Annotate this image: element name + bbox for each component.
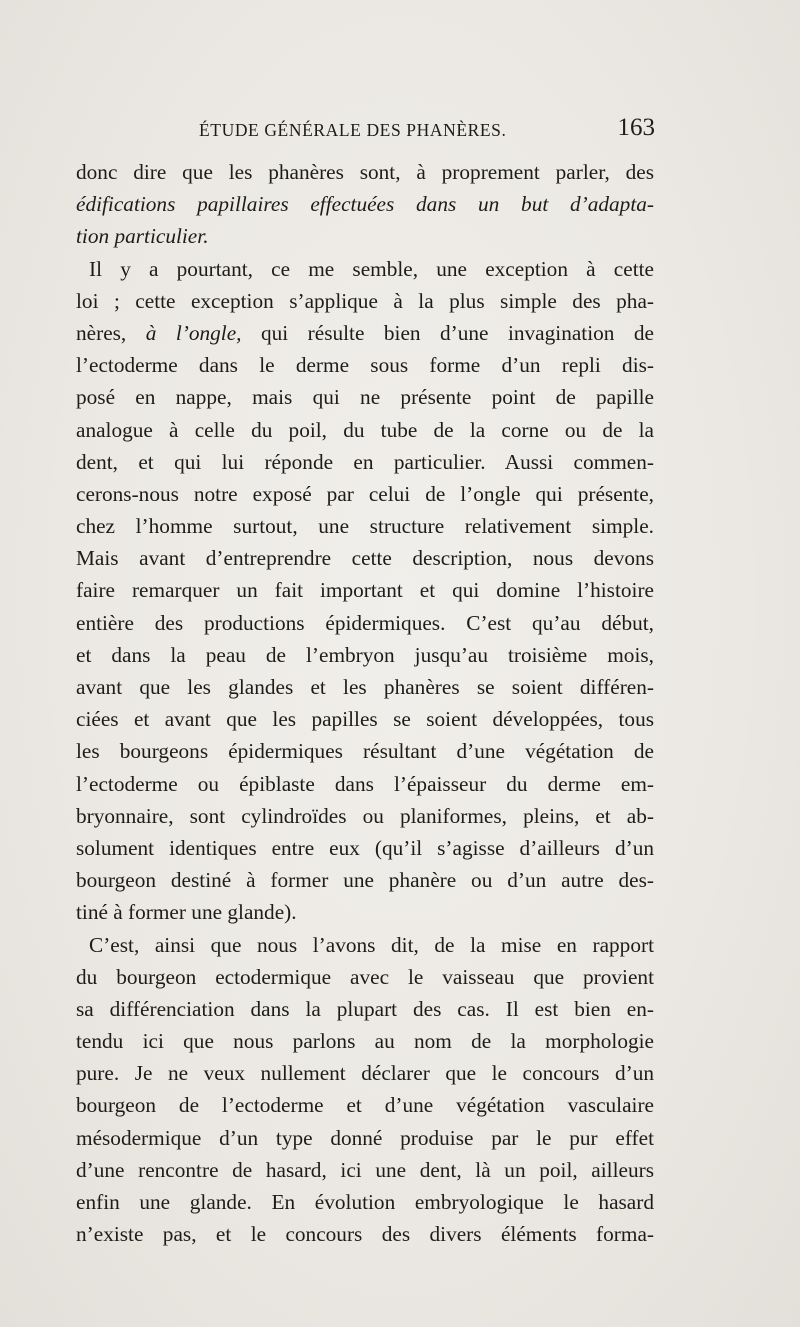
text-line: tiné à former une glande). [76,900,297,925]
text-line: donc dire que les phanères sont, à proprement parler, des [76,160,654,184]
page-number: 163 [617,114,655,141]
text-line: faire remarquer un fait important et qui domine l’histoire [76,578,654,603]
text-line: bourgeon de l’ectoderme et d’une végétation vasculaire [76,1093,654,1118]
text-line: édifications papillaires effectuées dans un but d’adapta- [76,192,654,217]
running-title: ÉTUDE GÉNÉRALE DES PHANÈRES. [199,120,507,140]
text-fragment: qui résulte bien d’une invagination de [241,320,654,345]
text-line: les bourgeons épidermiques résultant d’une végétation de [76,739,654,764]
text-line: analogue à celle du poil, du tube de la corne ou de la [76,417,654,442]
text-line: et dans la peau de l’embryon jusqu’au troisième mois, [76,642,654,667]
text-line: entière des productions épidermiques. C’est qu’au début, [76,610,654,635]
text-line: avant que les glandes et les phanères se soient différen- [76,675,654,699]
text-fragment: nères, [76,320,146,345]
text-line: solument identiques entre eux (qu’il s’agisse d’ailleurs d’un [76,835,654,860]
text-line: l’ectoderme ou épiblaste dans l’épaisseur du derme em- [76,771,654,796]
text-line: cerons-nous notre exposé par celui de l’ongle qui présente, [76,481,654,506]
text-line: mésodermique d’un type donné produise par le pur effet [76,1125,654,1150]
text-line: posé en nappe, mais qui ne présente point de papille [76,385,654,410]
page-header [75,114,655,148]
text-line: dent, et qui lui réponde en particulier. Aussi commen- [76,449,654,474]
text-line: enfin une glande. En évolution embryologique le hasard [76,1190,654,1214]
text-line: tion particulier. [76,224,209,249]
text-line: n’existe pas, et le concours des divers éléments forma- [76,1222,654,1247]
text-line: sa différenciation dans la plupart des cas. Il est bien en- [76,996,654,1021]
body-text [76,156,654,1250]
text-line: pure. Je ne veux nullement déclarer que le concours d’un [76,1061,654,1086]
paragraph-start-line: C’est, ainsi que nous l’avons dit, de la mise en rapport [89,932,654,957]
text-line: Mais avant d’entreprendre cette description, nous devons [76,546,654,571]
text-line: chez l’homme surtout, une structure relativement simple. [76,514,654,539]
text-line: bryonnaire, sont cylindroïdes ou planiformes, pleins, et ab- [76,803,654,828]
text-line: ciées et avant que les papilles se soient développées, tous [76,707,654,732]
text-line: l’ectoderme dans le derme sous forme d’un repli dis- [76,353,654,378]
emphasis-ongle: à l’ongle, [145,320,242,345]
text-line: bourgeon destiné à former une phanère ou d’un autre des- [76,868,654,893]
text-line: loi ; cette exception s’applique à la plus simple des pha- [76,288,654,313]
paragraph-start-line: Il y a pourtant, ce me semble, une exception à cette [89,256,654,281]
text-line [76,317,654,349]
text-line: d’une rencontre de hasard, ici une dent, là un poil, ailleurs [76,1157,654,1182]
text-line: du bourgeon ectodermique avec le vaisseau que provient [76,964,654,989]
text-line: tendu ici que nous parlons au nom de la morphologie [76,1029,654,1054]
